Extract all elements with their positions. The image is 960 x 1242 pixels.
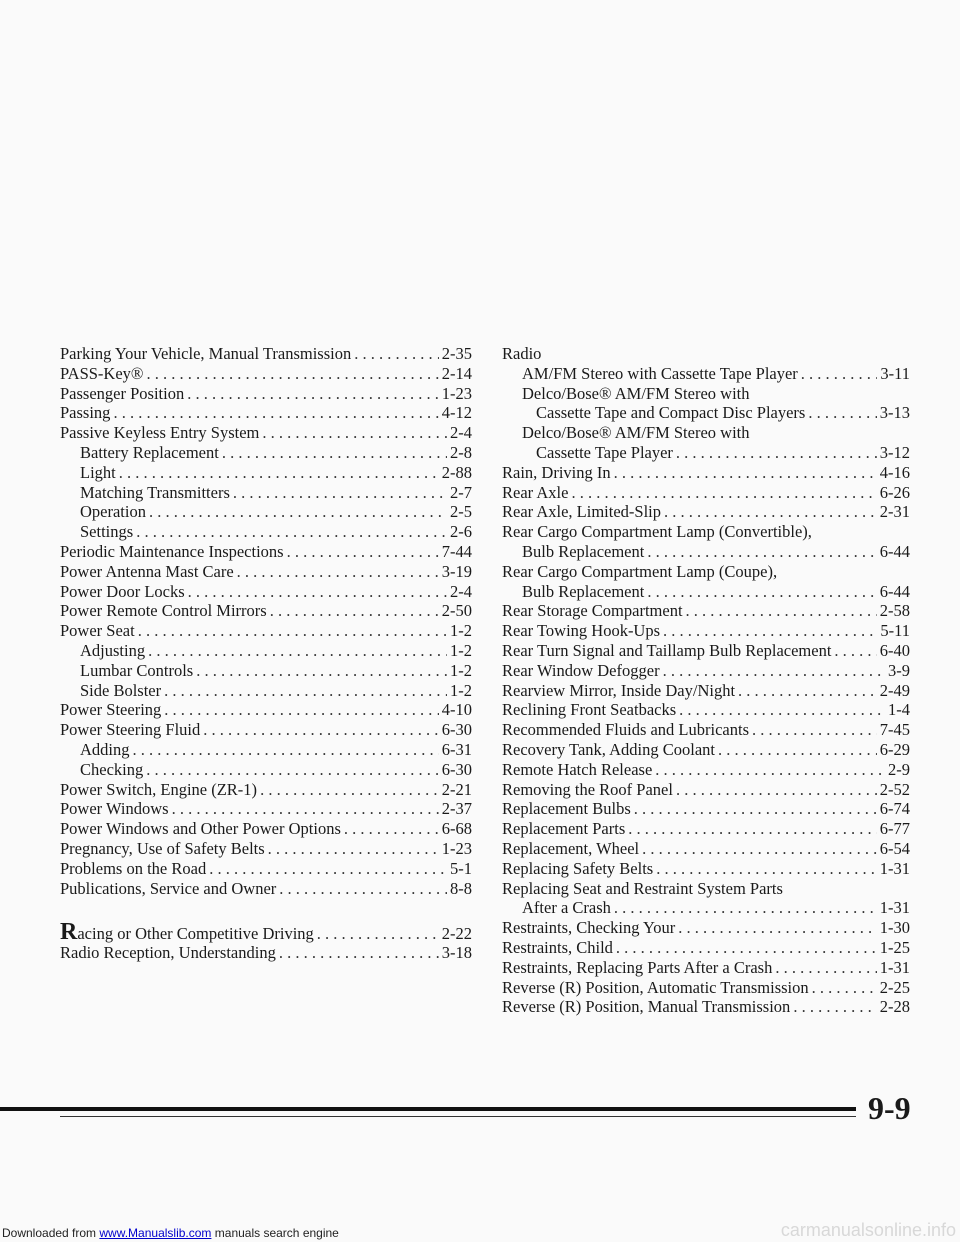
entry-page: 3-9 — [888, 660, 910, 680]
leader-dots — [136, 522, 447, 542]
entry-text: Side Bolster — [80, 680, 162, 700]
index-entry — [60, 542, 472, 562]
index-column-left — [60, 344, 472, 963]
index-subentry-line: Delco/Bose® AM/FM Stereo with — [522, 423, 750, 443]
entry-page: 6-44 — [879, 581, 910, 601]
index-entry — [502, 681, 910, 701]
index-subentry-line: Delco/Bose® AM/FM Stereo with — [522, 383, 750, 403]
entry-page: 6-74 — [879, 799, 910, 819]
entry-text: Recovery Tank, Adding Coolant — [502, 739, 716, 759]
index-entry — [502, 483, 910, 503]
footer-prefix: Downloaded from — [2, 1226, 100, 1240]
leader-dots — [679, 700, 885, 720]
entry-text: Reverse (R) Position, Automatic Transmission — [502, 977, 809, 997]
section-initial-letter: R — [60, 923, 78, 944]
entry-page: 1-2 — [450, 660, 472, 680]
entry-text: Rear Axle — [502, 482, 569, 502]
leader-dots — [656, 859, 877, 879]
index-subentry — [60, 522, 472, 542]
entry-text: Bulb Replacement — [522, 581, 645, 601]
entry-page: 1-31 — [879, 858, 910, 878]
leader-dots — [233, 483, 447, 503]
leader-dots — [812, 978, 877, 998]
leader-dots — [647, 542, 876, 562]
leader-dots — [237, 562, 439, 582]
index-entry-line: Rear Cargo Compartment Lamp (Coupe), — [502, 561, 778, 581]
leader-dots — [270, 601, 439, 621]
leader-dots — [344, 819, 439, 839]
entry-text: Lumbar Controls — [80, 660, 194, 680]
entry-page: 4-16 — [879, 462, 910, 482]
entry-page: 1-31 — [879, 898, 910, 918]
entry-text: Power Steering Fluid — [60, 720, 201, 740]
index-entry — [502, 740, 910, 760]
entry-text: Light — [80, 462, 116, 482]
entry-page: 1-4 — [888, 700, 910, 720]
footer-suffix: manuals search engine — [211, 1226, 339, 1240]
index-subentry — [60, 463, 472, 483]
index-entry-continued — [502, 898, 910, 918]
entry-page: 6-26 — [879, 482, 910, 502]
index-entry-line: Rear Cargo Compartment Lamp (Convertible), — [502, 522, 812, 542]
index-entry — [60, 582, 472, 602]
entry-page: 6-77 — [879, 819, 910, 839]
index-entry — [60, 799, 472, 819]
index-entry — [502, 918, 910, 938]
entry-page: 4-12 — [441, 403, 472, 423]
download-footer — [2, 1226, 339, 1240]
entry-text: Replacing Safety Belts — [502, 858, 654, 878]
index-subentry — [60, 740, 472, 760]
index-heading-entry: Radio — [502, 344, 542, 363]
entry-page: 2-28 — [879, 997, 910, 1017]
entry-page: 2-52 — [879, 779, 910, 799]
entry-text: Battery Replacement — [80, 442, 219, 462]
entry-text: Power Door Locks — [60, 581, 185, 601]
page-footer-thin-rule — [60, 1116, 856, 1117]
entry-text: Power Windows and Other Power Options — [60, 819, 341, 839]
entry-text: Passive Keyless Entry System — [60, 423, 260, 443]
index-entry — [60, 403, 472, 423]
leader-dots — [209, 859, 447, 879]
index-entry — [502, 502, 910, 522]
entry-text: Replacement, Wheel — [502, 838, 640, 858]
index-entry — [502, 661, 910, 681]
entry-page: 2-4 — [450, 423, 472, 443]
index-subentry-continued — [502, 443, 910, 463]
leader-dots — [616, 938, 877, 958]
index-entry — [502, 997, 910, 1017]
entry-text: Power Antenna Mast Care — [60, 561, 234, 581]
entry-text: Radio Reception, Understanding — [60, 943, 276, 963]
leader-dots — [187, 384, 439, 404]
entry-page: 2-49 — [879, 680, 910, 700]
index-entry — [60, 720, 472, 740]
entry-text: Pregnancy, Use of Safety Belts — [60, 838, 265, 858]
entry-text: Replacement Bulbs — [502, 799, 631, 819]
page-number: 9-9 — [868, 1090, 911, 1126]
leader-dots — [775, 958, 876, 978]
entry-text: Replacement Parts — [502, 819, 626, 839]
entry-page: 2-88 — [441, 462, 472, 482]
manualslib-link[interactable]: www.Manualslib.com — [99, 1226, 212, 1240]
index-subentry — [60, 681, 472, 701]
entry-text: Power Switch, Engine (ZR-1) — [60, 779, 258, 799]
index-entry-r-section-start — [60, 923, 472, 943]
entry-text: Reverse (R) Position, Manual Transmission — [502, 997, 791, 1017]
leader-dots — [279, 943, 439, 963]
index-entry — [502, 700, 910, 720]
entry-text: Rear Window Defogger — [502, 660, 660, 680]
entry-page: 2-25 — [879, 977, 910, 997]
leader-dots — [268, 839, 439, 859]
entry-page: 1-23 — [441, 838, 472, 858]
index-entry — [60, 943, 472, 963]
index-entry — [502, 799, 910, 819]
entry-page: 3-19 — [441, 561, 472, 581]
entry-text: Adjusting — [80, 640, 146, 660]
entry-text: Power Remote Control Mirrors — [60, 601, 267, 621]
leader-dots — [655, 760, 885, 780]
index-entry — [502, 819, 910, 839]
leader-dots — [614, 463, 877, 483]
leader-dots — [676, 780, 877, 800]
leader-dots — [196, 661, 447, 681]
watermark-text: carmanualsonline.info — [780, 1220, 956, 1240]
index-entry — [60, 423, 472, 443]
entry-page: 2-35 — [441, 344, 472, 363]
entry-page: 2-7 — [450, 482, 472, 502]
leader-dots — [113, 403, 438, 423]
entry-page: 2-58 — [879, 601, 910, 621]
entry-text: Restraints, Checking Your — [502, 918, 676, 938]
entry-page: 6-30 — [441, 759, 472, 779]
entry-text: Power Steering — [60, 700, 162, 720]
entry-text: Rain, Driving In — [502, 462, 611, 482]
leader-dots — [146, 364, 438, 384]
index-entry — [502, 839, 910, 859]
leader-dots — [718, 740, 877, 760]
entry-page: 2-5 — [450, 502, 472, 522]
index-entry — [60, 364, 472, 384]
index-entry — [502, 621, 910, 641]
index-entry — [502, 720, 910, 740]
entry-page: 2-50 — [441, 601, 472, 621]
index-entry — [502, 601, 910, 621]
entry-page: 6-29 — [879, 739, 910, 759]
entry-page: 3-12 — [879, 442, 910, 462]
index-subentry — [60, 641, 472, 661]
entry-page: 2-9 — [888, 759, 910, 779]
entry-text: Passing — [60, 403, 111, 423]
index-subentry-continued — [502, 403, 910, 423]
entry-page: 2-37 — [441, 799, 472, 819]
entry-text: Rear Storage Compartment — [502, 601, 683, 621]
entry-text: Passenger Position — [60, 383, 185, 403]
leader-dots — [172, 799, 439, 819]
leader-dots — [793, 997, 876, 1017]
entry-page: 2-6 — [450, 522, 472, 542]
leader-dots — [203, 720, 439, 740]
leader-dots — [678, 918, 877, 938]
entry-page: 6-54 — [879, 838, 910, 858]
leader-dots — [262, 423, 447, 443]
leader-dots — [188, 582, 447, 602]
entry-page: 3-18 — [441, 943, 472, 963]
leader-dots — [148, 641, 447, 661]
index-entry — [60, 601, 472, 621]
entry-text: Problems on the Road — [60, 858, 207, 878]
index-entry — [60, 859, 472, 879]
entry-page: 6-40 — [879, 640, 910, 660]
leader-dots — [664, 502, 877, 522]
leader-dots — [834, 641, 876, 661]
entry-page: 5-11 — [880, 621, 910, 641]
leader-dots — [642, 839, 877, 859]
entry-text: Cassette Tape Player — [536, 442, 673, 462]
entry-text: Parking Your Vehicle, Manual Transmission — [60, 344, 352, 363]
entry-page: 7-44 — [441, 541, 472, 561]
index-entry — [502, 978, 910, 998]
leader-dots — [317, 924, 439, 943]
entry-page: 2-22 — [441, 924, 472, 944]
page-footer-rule — [0, 1107, 856, 1111]
index-subentry — [60, 483, 472, 503]
index-entry — [60, 562, 472, 582]
section-gap — [60, 898, 472, 923]
entry-page: 1-23 — [441, 383, 472, 403]
entry-text: Remote Hatch Release — [502, 759, 653, 779]
entry-page: 6-30 — [441, 720, 472, 740]
entry-text: Periodic Maintenance Inspections — [60, 541, 284, 561]
index-entry — [502, 938, 910, 958]
leader-dots — [801, 364, 878, 384]
entry-text: Power Windows — [60, 799, 169, 819]
index-entry — [502, 641, 910, 661]
entry-page: 1-2 — [450, 640, 472, 660]
index-entry — [60, 839, 472, 859]
leader-dots — [663, 621, 877, 641]
entry-page: 6-68 — [441, 819, 472, 839]
index-entry — [502, 859, 910, 879]
leader-dots — [287, 542, 439, 562]
entry-page: 1-31 — [879, 957, 910, 977]
index-entry — [60, 700, 472, 720]
leader-dots — [164, 700, 438, 720]
index-entry — [60, 344, 472, 364]
leader-dots — [279, 879, 447, 899]
leader-dots — [686, 601, 877, 621]
entry-text: Reclining Front Seatbacks — [502, 700, 677, 720]
entry-text: Restraints, Child — [502, 937, 613, 957]
entry-page: 2-21 — [441, 779, 472, 799]
entry-page: 7-45 — [879, 720, 910, 740]
entry-text: AM/FM Stereo with Cassette Tape Player — [522, 363, 798, 383]
entry-text: Bulb Replacement — [522, 541, 645, 561]
entry-text: Cassette Tape and Compact Disc Players — [536, 403, 806, 423]
entry-text: PASS-Key® — [60, 363, 144, 383]
leader-dots — [222, 443, 447, 463]
entry-text-rest: acing or Other Competitive Driving — [77, 924, 314, 944]
entry-text: Power Seat — [60, 621, 135, 641]
entry-text: Removing the Roof Panel — [502, 779, 673, 799]
index-subentry — [60, 502, 472, 522]
entry-text: Matching Transmitters — [80, 482, 230, 502]
entry-page: 1-25 — [879, 937, 910, 957]
entry-page: 5-1 — [450, 858, 472, 878]
index-entry-line: Replacing Seat and Restraint System Parts — [502, 878, 783, 898]
leader-dots — [634, 799, 877, 819]
index-entry — [502, 958, 910, 978]
index-entry — [60, 384, 472, 404]
index-subentry — [60, 443, 472, 463]
entry-page: 3-13 — [879, 403, 910, 423]
leader-dots — [738, 681, 877, 701]
leader-dots — [614, 898, 877, 918]
entry-text: Settings — [80, 522, 134, 542]
index-entry-continued — [502, 582, 910, 602]
entry-text — [60, 923, 314, 943]
entry-text: Operation — [80, 502, 146, 522]
entry-page: 1-30 — [879, 918, 910, 938]
leader-dots — [752, 720, 877, 740]
leader-dots — [354, 344, 439, 364]
index-subentry — [502, 364, 910, 384]
entry-text: Checking — [80, 759, 144, 779]
index-entry — [60, 780, 472, 800]
leader-dots — [138, 621, 447, 641]
entry-text: Rear Turn Signal and Taillamp Bulb Replacement — [502, 640, 832, 660]
entry-text: Rear Towing Hook-Ups — [502, 621, 661, 641]
index-entry — [502, 780, 910, 800]
leader-dots — [149, 502, 447, 522]
index-subentry — [60, 760, 472, 780]
entry-text: Restraints, Replacing Parts After a Crash — [502, 957, 773, 977]
entry-page: 2-14 — [441, 363, 472, 383]
entry-text: Rearview Mirror, Inside Day/Night — [502, 680, 736, 700]
entry-page: 2-8 — [450, 442, 472, 462]
entry-page: 8-8 — [450, 878, 472, 898]
leader-dots — [628, 819, 876, 839]
entry-page: 1-2 — [450, 680, 472, 700]
entry-text: After a Crash — [522, 898, 611, 918]
index-column-right — [502, 344, 910, 1017]
index-entry — [502, 760, 910, 780]
leader-dots — [808, 403, 876, 423]
index-subentry — [60, 661, 472, 681]
entry-page: 2-31 — [879, 502, 910, 522]
leader-dots — [647, 582, 876, 602]
leader-dots — [663, 661, 885, 681]
index-entry — [60, 621, 472, 641]
entry-text: Rear Axle, Limited-Slip — [502, 502, 662, 522]
leader-dots — [571, 483, 876, 503]
index-entry — [502, 463, 910, 483]
leader-dots — [164, 681, 447, 701]
entry-page: 1-2 — [450, 621, 472, 641]
index-entry — [60, 819, 472, 839]
leader-dots — [133, 740, 439, 760]
index-entry-continued — [502, 542, 910, 562]
entry-text: Adding — [80, 739, 130, 759]
entry-text: Recommended Fluids and Lubricants — [502, 720, 749, 740]
entry-page: 6-31 — [441, 739, 472, 759]
leader-dots — [260, 780, 439, 800]
leader-dots — [676, 443, 877, 463]
entry-page: 6-44 — [879, 541, 910, 561]
entry-page: 4-10 — [441, 700, 472, 720]
entry-page: 2-4 — [450, 581, 472, 601]
leader-dots — [119, 463, 439, 483]
entry-page: 3-11 — [880, 363, 910, 383]
entry-text: Publications, Service and Owner — [60, 878, 277, 898]
index-entry — [60, 879, 472, 899]
leader-dots — [146, 760, 439, 780]
